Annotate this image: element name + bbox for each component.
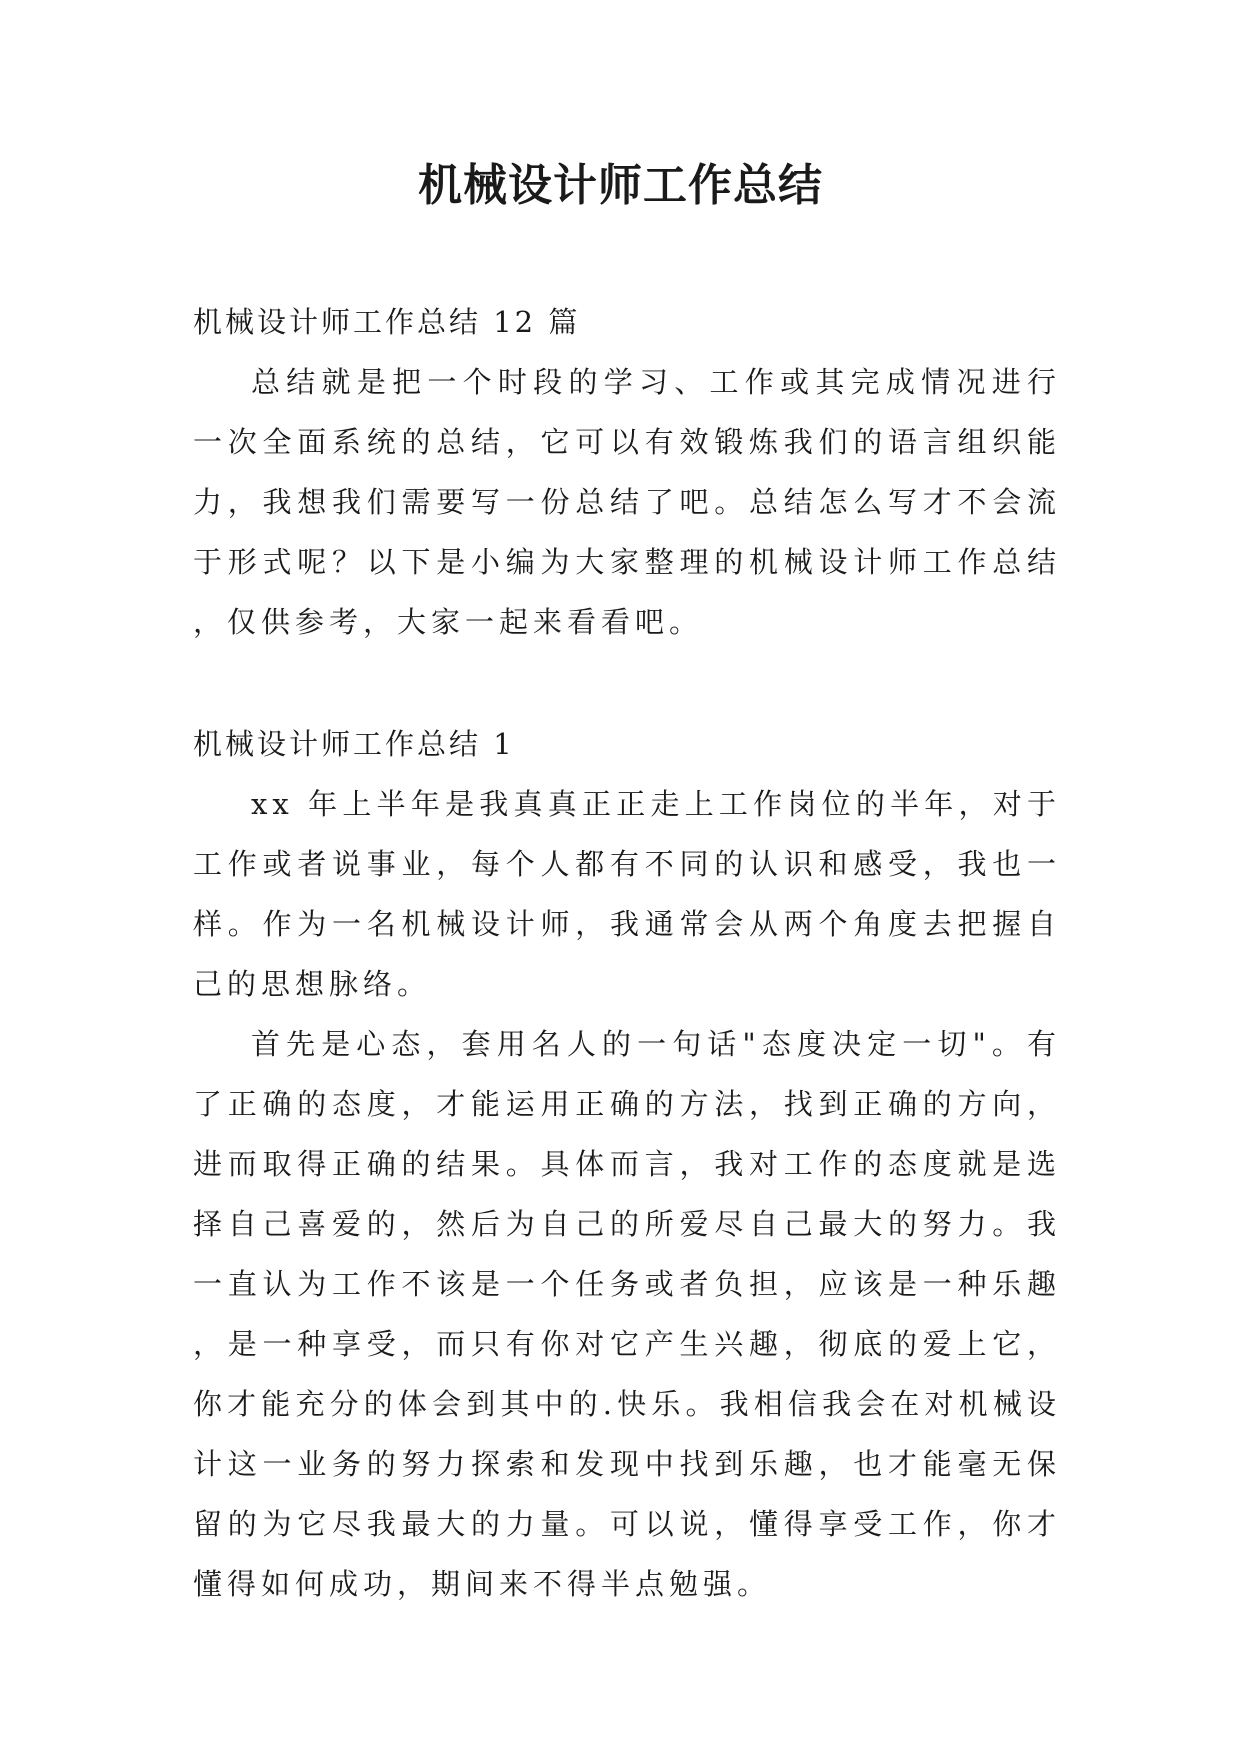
- intro-heading: 机械设计师工作总结 12 篇: [193, 305, 581, 339]
- document-body: [193, 292, 1061, 1614]
- section-1-heading: 机械设计师工作总结 1: [193, 727, 515, 761]
- section-1-paragraph-1: xx 年上半年是我真真正正走上工作岗位的半年，对于工作或者说事业，每个人都有不同的认识和感受，我也一样。作为一名机械设计师，我通常会从两个角度去把握自己的思想脉络。: [193, 787, 1061, 1001]
- intro-paragraph: 总结就是把一个时段的学习、工作或其完成情况进行一次全面系统的总结，它可以有效锻炼我们的语言组织能力，我想我们需要写一份总结了吧。总结怎么写才不会流于形式呢？以下是小编为大家整理的机械设计师工作总结，仅供参考，大家一起来看看吧。: [193, 365, 1061, 639]
- document-title: 机械设计师工作总结: [418, 160, 823, 211]
- section-1-paragraph-2: 首先是心态，套用名人的一句话"态度决定一切"。有了正确的态度，才能运用正确的方法，找到正确的方向，进而取得正确的结果。具体而言，我对工作的态度就是选择自己喜爱的，然后为自己的所爱尽自己最大的努力。我一直认为工作不该是一个任务或者负担，应该是一种乐趣，是一种享受，而只有你对它产生兴趣，彻底的爱上它，你才能充分的体会到其中的.快乐。我相信我会在对机械设计这一业务的努力探索和发现中找到乐趣，也才能毫无保留的为它尽我最大的力量。可以说，懂得享受工作，你才懂得如何成功，期间来不得半点勉强。: [193, 1027, 1061, 1601]
- section-spacer: [193, 652, 1061, 714]
